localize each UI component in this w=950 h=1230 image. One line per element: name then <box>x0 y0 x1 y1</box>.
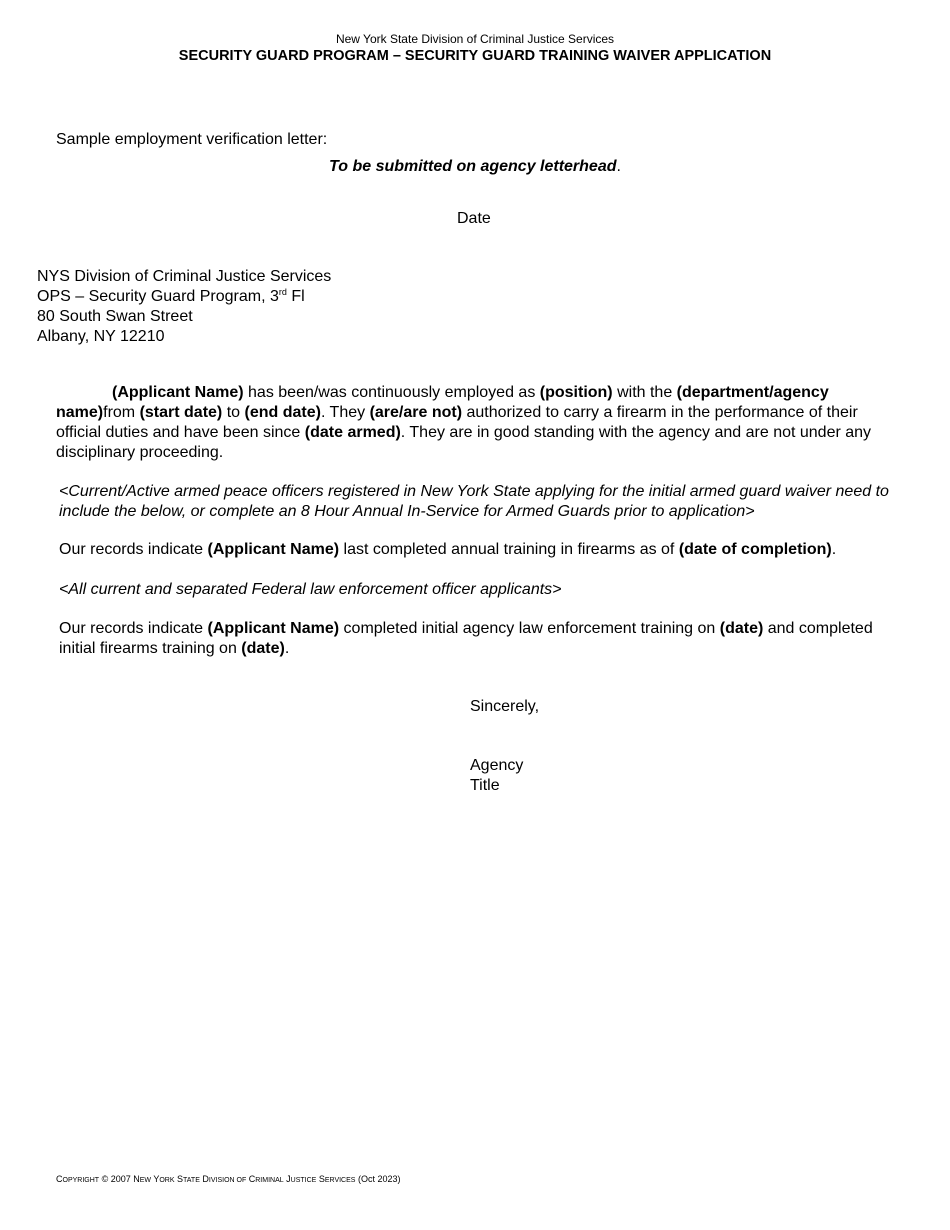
placeholder-applicant-name: (Applicant Name) <box>112 384 244 401</box>
placeholder-start-date: (start date) <box>139 404 223 421</box>
closing-sincerely: Sincerely, <box>470 698 540 715</box>
para5-text-3: and completed initial firearms training on <box>59 620 873 657</box>
footer-part: EW <box>139 1177 151 1184</box>
letterhead-note <box>0 157 950 177</box>
address-line-2 <box>37 287 331 307</box>
federal-officer-note: <All current and separated Federal law enforcement officer applicants> <box>59 581 562 598</box>
placeholder-date-armed: (date armed) <box>304 424 401 441</box>
federal-training-paragraph <box>59 619 889 659</box>
date-label: Date <box>457 210 491 227</box>
address-line-4: Albany, NY 12210 <box>37 328 165 345</box>
address-line-2-sup: rd <box>278 287 287 297</box>
placeholder-applicant-name-2: (Applicant Name) <box>207 541 340 558</box>
placeholder-position: (position) <box>539 384 613 401</box>
letterhead-period: . <box>616 158 621 175</box>
annual-training-paragraph <box>59 540 919 560</box>
intro-text: Sample employment verification letter: <box>56 131 328 148</box>
footer-part: USTICE <box>290 1177 317 1184</box>
footer-part: (Oct 2023) <box>355 1174 401 1184</box>
address-line-2-prefix: OPS – Security Guard Program, 3 <box>37 288 279 305</box>
para5-text-2: completed initial agency law enforcement training on <box>339 620 720 637</box>
placeholder-end-date: (end date) <box>244 404 321 421</box>
signature-title: Title <box>470 777 500 794</box>
recipient-address <box>37 267 331 347</box>
para3-text-2: last completed annual training in firearms as of <box>339 541 679 558</box>
placeholder-date-of-completion: (date of completion) <box>678 541 832 558</box>
address-line-2-suffix: Fl <box>286 288 305 305</box>
footer-part: IVISION OF <box>208 1177 247 1184</box>
footer-part: ERVICES <box>324 1177 356 1184</box>
letterhead-note-text: To be submitted on agency letterhead <box>329 158 617 175</box>
placeholder-applicant-name-3: (Applicant Name) <box>207 620 340 637</box>
para1-text-7: . They are in good standing with the agency and are not under any disciplinary proceeding. <box>56 424 872 461</box>
footer-part: TATE <box>183 1177 200 1184</box>
signature-agency: Agency <box>470 757 524 774</box>
para1-text-2: with the <box>612 384 677 401</box>
para1-text-3: from <box>103 404 140 421</box>
footer-part: S <box>174 1174 184 1184</box>
footer-part: OPYRIGHT <box>62 1177 100 1184</box>
document-title: SECURITY GUARD PROGRAM – SECURITY GUARD TRAINING WAIVER APPLICATION <box>178 48 772 64</box>
para5-text-1: Our records indicate <box>59 620 208 637</box>
employment-paragraph <box>56 383 886 463</box>
para3-text-3: . <box>831 541 837 558</box>
para1-text-6: authorized to carry a firearm in the performance of their official duties and have been since <box>56 404 858 441</box>
placeholder-are-are-not: (are/are not) <box>369 404 463 421</box>
footer-part: D <box>199 1174 209 1184</box>
footer-part: ORK <box>159 1177 175 1184</box>
para1-text-5: . They <box>320 404 370 421</box>
footer-part: RIMINAL <box>255 1177 284 1184</box>
header-agency: New York State Division of Criminal Justice Services <box>335 32 615 46</box>
footer-part: Y <box>151 1174 160 1184</box>
footer-part: C <box>56 1174 63 1184</box>
peace-officer-note: <Current/Active armed peace officers registered in New York State applying for the initial armed guard waiver need to include the below, or complete an 8 Hour Annual In-Service for Armed Guards prior to application> <box>59 483 889 520</box>
footer-part: S <box>316 1174 325 1184</box>
para5-text-4: . <box>284 640 290 657</box>
footer-part: © 2007 N <box>99 1174 140 1184</box>
para1-text-1: has been/was continuously employed as <box>243 384 540 401</box>
address-line-1: NYS Division of Criminal Justice Services <box>37 268 332 285</box>
placeholder-department: (department/agency name) <box>56 384 829 421</box>
para1-text-4: to <box>222 404 245 421</box>
footer-part: C <box>246 1174 256 1184</box>
address-line-3: 80 South Swan Street <box>37 308 193 325</box>
placeholder-date-2: (date) <box>241 640 285 657</box>
copyright-footer <box>56 1174 400 1184</box>
footer-part: J <box>283 1174 291 1184</box>
para3-text-1: Our records indicate <box>59 541 208 558</box>
placeholder-date-1: (date) <box>719 620 764 637</box>
